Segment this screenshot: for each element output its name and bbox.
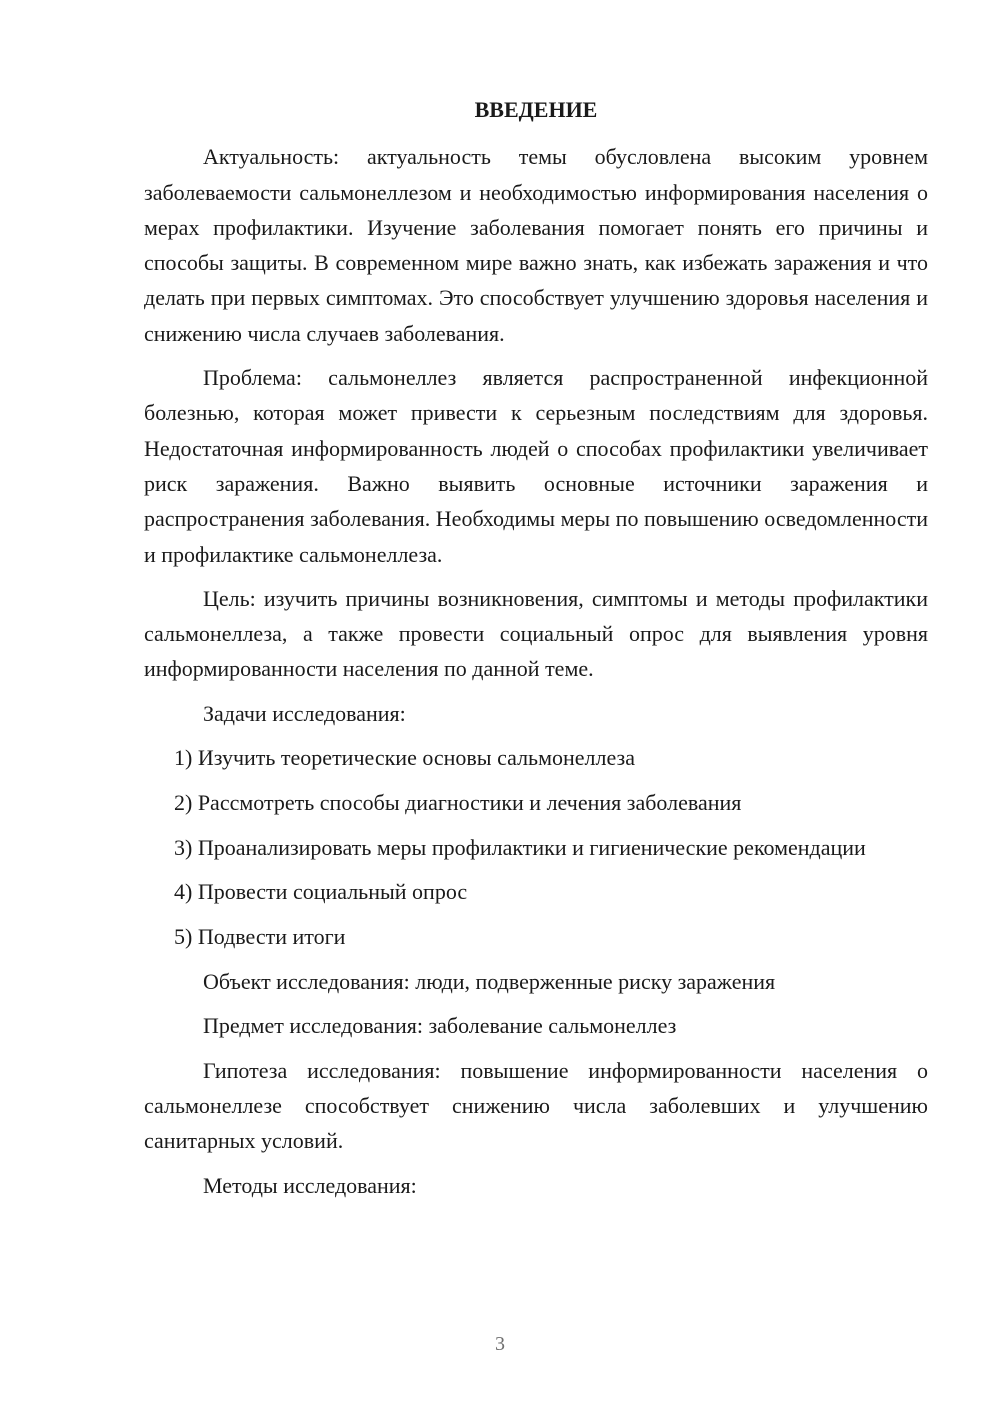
task-item-1: 1) Изучить теоретические основы сальмонеллеза bbox=[174, 745, 635, 771]
task-item-2: 2) Рассмотреть способы диагностики и лечения заболевания bbox=[174, 789, 742, 815]
paragraph-hypothesis: Гипотеза исследования: повышение информированности населения о сальмонеллезе способствует снижению числа заболевших и улучшению санитарных условий. bbox=[144, 1057, 928, 1154]
paragraph-methods: Методы исследования: bbox=[203, 1172, 417, 1198]
paragraph-problem: Проблема: сальмонеллез является распространенной инфекционной болезнью, которая может привести к серьезным последствиям для здоровья. Недостаточная информированность людей о способах профилактики увеличивает риск заражения. Важно выявить основные источники заражения и распространения заболевания. Необходимы меры по повышению осведомленности и профилактике сальмонеллеза. bbox=[144, 365, 928, 567]
document-page bbox=[144, 92, 928, 1212]
task-item-5: 5) Подвести итоги bbox=[174, 924, 346, 950]
paragraph-subject: Предмет исследования: заболевание сальмонеллез bbox=[203, 1013, 677, 1039]
task-item-3: 3) Проанализировать меры профилактики и гигиенические рекомендации bbox=[174, 834, 866, 860]
section-title: ВВЕДЕНИЕ bbox=[474, 97, 598, 122]
task-item-4: 4) Провести социальный опрос bbox=[174, 879, 468, 905]
paragraph-goal: Цель: изучить причины возникновения, симптомы и методы профилактики сальмонеллеза, а также провести социальный опрос для выявления уровня информированности населения по данной теме. bbox=[144, 585, 928, 682]
paragraph-object: Объект исследования: люди, подверженные риску заражения bbox=[203, 969, 776, 995]
page-number: 3 bbox=[495, 1333, 505, 1355]
paragraph-tasks-heading: Задачи исследования: bbox=[203, 700, 406, 726]
paragraph-relevance: Актуальность: актуальность темы обусловлена высоким уровнем заболеваемости сальмонеллезом и необходимостью информирования населения о мерах профилактики. Изучение заболевания помогает понять его причины и способы защиты. В современном мире важно знать, как избежать заражения и что делать при первых симптомах. Это способствует улучшению здоровья населения и снижению числа случаев заболевания. bbox=[144, 144, 928, 346]
